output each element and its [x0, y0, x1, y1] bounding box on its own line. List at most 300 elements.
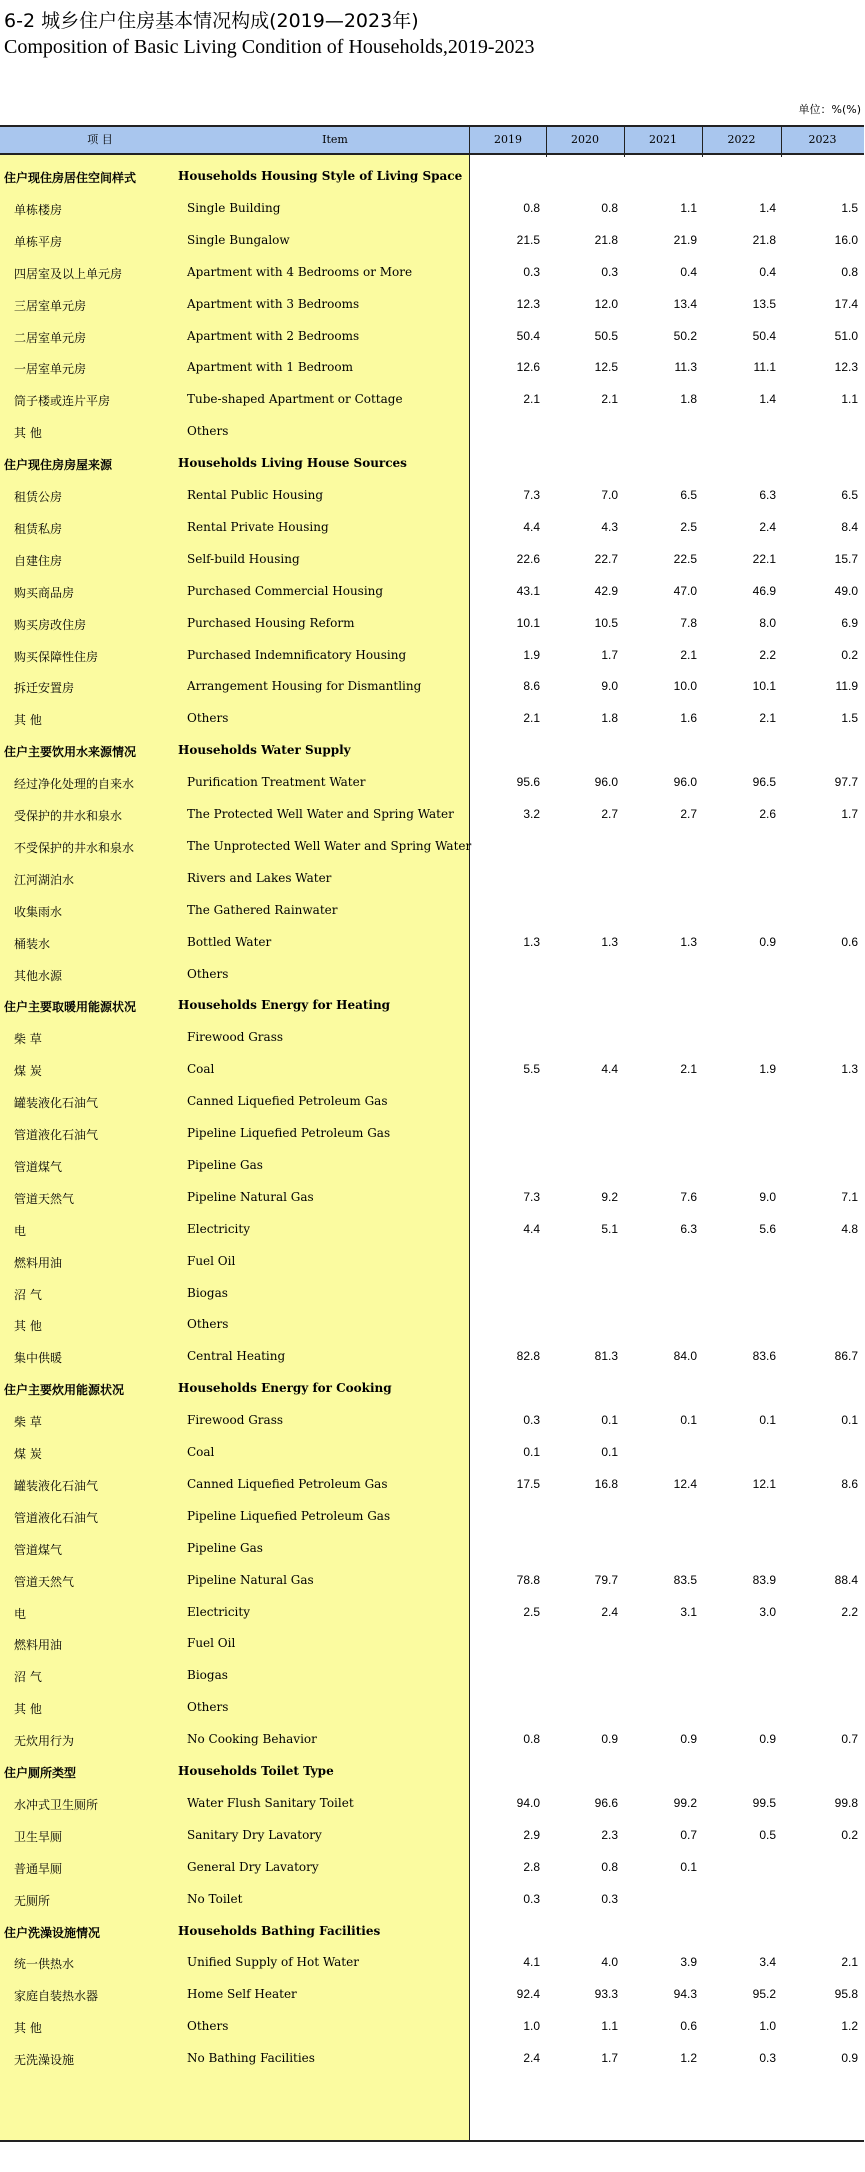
row-label-cn: 收集雨水: [14, 904, 63, 919]
row-label-en: Households Energy for Cooking: [178, 1381, 392, 1396]
row-label-cn: 经过净化处理的自来水: [14, 777, 135, 792]
cell-value: 2.1: [680, 647, 697, 662]
cell-value: 0.3: [523, 1413, 540, 1428]
cell-value: 94.3: [673, 1987, 697, 2002]
cell-value: 2.4: [523, 2051, 540, 2066]
cell-value: 0.1: [680, 1859, 697, 1874]
row-label-cn: 管道煤气: [14, 1159, 63, 1174]
cell-value: 83.6: [752, 1349, 776, 1364]
cell-value: 7.6: [680, 1189, 697, 1204]
page-title-en: Composition of Basic Living Condition of Households,2019-2023: [4, 36, 535, 58]
cell-value: 0.6: [841, 934, 858, 949]
cell-value: 2.1: [601, 392, 618, 407]
row-label-en: The Protected Well Water and Spring Water: [187, 807, 454, 821]
cell-value: 42.9: [594, 583, 618, 598]
row-label-en: Others: [187, 424, 229, 439]
row-label-cn: 卫生旱厕: [14, 1829, 63, 1844]
table-row: [0, 584, 864, 604]
row-label-en: Bottled Water: [187, 934, 272, 949]
row-label-en: Single Bungalow: [187, 232, 290, 247]
cell-value: 0.3: [523, 264, 540, 279]
cell-value: 11.9: [835, 679, 858, 694]
cell-value: 6.3: [759, 488, 776, 502]
cell-value: 50.5: [594, 328, 618, 343]
row-label-en: Canned Liquefied Petroleum Gas: [187, 1094, 388, 1109]
cell-value: 0.8: [523, 1732, 540, 1747]
cell-value: 21.8: [752, 232, 776, 247]
cell-value: 0.9: [601, 1732, 618, 1747]
row-label-cn: 管道天然气: [14, 1191, 75, 1206]
row-label-en: Others: [187, 711, 229, 726]
cell-value: 1.8: [680, 392, 697, 407]
row-label-cn: 单栋平房: [14, 234, 63, 249]
row-label-en: Electricity: [187, 1221, 250, 1236]
cell-value: 99.8: [834, 1795, 858, 1810]
row-label-cn: 管道液化石油气: [14, 1510, 99, 1525]
table-row: [0, 233, 864, 253]
table-row: [0, 1030, 864, 1050]
header-year: 2023: [808, 133, 837, 146]
table-row: [0, 1286, 864, 1306]
cell-value: 0.3: [601, 264, 618, 279]
page-title-cn: 6-2 城乡住户住房基本情况构成(2019—2023年): [4, 10, 419, 32]
cell-value: 0.9: [680, 1732, 697, 1747]
cell-value: 82.8: [516, 1349, 540, 1364]
table-row: [0, 839, 864, 859]
cell-value: 0.4: [759, 264, 776, 279]
cell-value: 0.4: [680, 264, 697, 279]
cell-value: 79.7: [594, 1572, 618, 1587]
row-label-cn: 自建住房: [14, 553, 63, 568]
row-label-cn: 柴 草: [14, 1415, 42, 1430]
cell-value: 2.4: [759, 519, 776, 534]
table-row: [0, 1062, 864, 1082]
table-row: [0, 1860, 864, 1880]
header-divider: [702, 127, 703, 157]
row-label-en: Firewood Grass: [187, 1030, 284, 1045]
row-label-en: Purification Treatment Water: [187, 775, 366, 790]
row-label-en: Purchased Commercial Housing: [187, 583, 384, 598]
row-label-cn: 购买商品房: [14, 585, 75, 600]
row-label-en: General Dry Lavatory: [187, 1859, 319, 1874]
table-row: [0, 424, 864, 444]
cell-value: 2.7: [601, 807, 618, 821]
cell-value: 86.7: [834, 1349, 858, 1364]
table-row: [0, 967, 864, 987]
row-label-cn: 其 他: [14, 1702, 42, 1717]
table-row: [0, 1190, 864, 1210]
section-row: [0, 456, 864, 476]
row-label-cn: 罐装液化石油气: [14, 1478, 99, 1493]
table-row: [0, 1573, 864, 1593]
cell-value: 1.1: [680, 200, 697, 215]
table-row: [0, 1732, 864, 1752]
row-label-en: Firewood Grass: [187, 1413, 284, 1428]
cell-value: 49.0: [834, 583, 858, 598]
row-label-en: No Toilet: [187, 1891, 243, 1906]
row-label-en: Others: [187, 2019, 229, 2034]
cell-value: 1.1: [841, 392, 858, 407]
cell-value: 16.8: [594, 1476, 618, 1491]
row-label-cn: 燃料用油: [14, 1255, 63, 1270]
cell-value: 0.8: [841, 264, 858, 279]
cell-value: 0.9: [841, 2051, 858, 2066]
row-label-en: Apartment with 4 Bedrooms or More: [187, 264, 413, 279]
cell-value: 17.5: [516, 1476, 540, 1491]
cell-value: 2.5: [680, 519, 697, 534]
row-label-cn: 二居室单元房: [14, 330, 87, 345]
row-label-en: Pipeline Liquefied Petroleum Gas: [187, 1508, 391, 1523]
cell-value: 8.4: [841, 519, 858, 534]
cell-value: 4.4: [523, 1221, 540, 1236]
row-label-cn: 沼 气: [14, 1670, 42, 1685]
table-row: [0, 775, 864, 795]
row-label-cn: 其 他: [14, 426, 42, 441]
row-label-en: No Cooking Behavior: [187, 1732, 317, 1747]
row-label-cn: 购买保障性住房: [14, 649, 99, 664]
table-row: [0, 201, 864, 221]
row-label-en: Households Housing Style of Living Space: [178, 169, 463, 183]
row-label-en: Single Building: [187, 200, 281, 215]
cell-value: 1.0: [523, 2019, 540, 2034]
cell-value: 1.0: [759, 2019, 776, 2034]
row-label-en: The Gathered Rainwater: [187, 902, 338, 917]
cell-value: 3.9: [680, 1955, 697, 1970]
row-label-en: Households Energy for Heating: [178, 998, 391, 1013]
table-row: [0, 1445, 864, 1465]
cell-value: 15.7: [834, 551, 858, 566]
cell-value: 1.2: [841, 2019, 858, 2034]
table-row: [0, 1892, 864, 1912]
row-label-cn: 水冲式卫生厕所: [14, 1797, 99, 1812]
table-row: [0, 297, 864, 317]
cell-value: 7.1: [841, 1189, 858, 1204]
row-label-cn: 住户厕所类型: [4, 1766, 77, 1780]
row-label-en: Fuel Oil: [187, 1253, 236, 1268]
row-label-cn: 江河湖泊水: [14, 872, 75, 887]
unit-label: 单位：%(%): [798, 103, 861, 116]
cell-value: 96.6: [594, 1795, 618, 1810]
cell-value: 2.8: [523, 1859, 540, 1874]
row-label-cn: 煤 炭: [14, 1064, 42, 1079]
table-row: [0, 1796, 864, 1816]
cell-value: 51.0: [834, 328, 858, 343]
row-label-en: Households Water Supply: [178, 743, 351, 758]
cell-value: 47.0: [673, 583, 697, 598]
table-row: [0, 520, 864, 540]
row-label-en: Rivers and Lakes Water: [187, 870, 332, 885]
table-row: [0, 1605, 864, 1625]
row-label-cn: 租赁公房: [14, 490, 63, 504]
row-label-cn: 三居室单元房: [14, 298, 87, 313]
cell-value: 50.4: [516, 328, 540, 343]
cell-value: 2.9: [523, 1827, 540, 1842]
row-label-cn: 租赁私房: [14, 521, 63, 536]
row-label-en: Unified Supply of Hot Water: [187, 1955, 359, 1970]
cell-value: 2.1: [523, 711, 540, 726]
header-item-cn: 项 目: [87, 133, 113, 146]
row-label-cn: 燃料用油: [14, 1638, 63, 1653]
cell-value: 97.7: [834, 775, 858, 790]
cell-value: 5.6: [759, 1221, 776, 1236]
table-row: [0, 935, 864, 955]
cell-value: 0.2: [841, 647, 858, 662]
cell-value: 1.7: [841, 807, 858, 821]
table-row: [0, 1987, 864, 2007]
table-header: [0, 125, 864, 155]
cell-value: 0.8: [523, 200, 540, 215]
row-label-en: Pipeline Gas: [187, 1540, 263, 1555]
cell-value: 4.4: [601, 1062, 618, 1077]
row-label-cn: 拆迁安置房: [14, 681, 75, 696]
row-label-en: Pipeline Gas: [187, 1157, 263, 1172]
cell-value: 13.4: [673, 296, 697, 311]
cell-value: 1.3: [841, 1062, 858, 1077]
row-label-cn: 罐装液化石油气: [14, 1096, 99, 1111]
cell-value: 22.6: [516, 551, 540, 566]
table-row: [0, 2019, 864, 2039]
cell-value: 50.2: [673, 328, 697, 343]
cell-value: 84.0: [673, 1349, 697, 1364]
cell-value: 10.5: [594, 615, 618, 630]
table-bottom-rule: [0, 2140, 864, 2142]
row-label-cn: 普通旱厕: [14, 1861, 63, 1876]
row-label-cn: 住户现住房房屋来源: [4, 458, 113, 473]
cell-value: 12.1: [752, 1476, 776, 1491]
row-label-cn: 无洗澡设施: [14, 2053, 75, 2068]
row-label-cn: 电: [14, 1606, 27, 1621]
cell-value: 50.4: [752, 328, 776, 343]
row-label-en: The Unprotected Well Water and Spring Water: [187, 838, 472, 853]
cell-value: 0.1: [841, 1413, 858, 1428]
cell-value: 12.5: [594, 360, 618, 375]
cell-value: 0.3: [523, 1891, 540, 1906]
cell-value: 1.5: [841, 200, 858, 215]
cell-value: 21.9: [673, 232, 697, 247]
table-row: [0, 679, 864, 699]
cell-value: 0.3: [601, 1891, 618, 1906]
cell-value: 0.7: [680, 1827, 697, 1842]
row-label-en: Purchased Housing Reform: [187, 615, 355, 630]
cell-value: 13.5: [752, 296, 776, 311]
cell-value: 2.2: [759, 647, 776, 662]
section-row: [0, 169, 864, 189]
row-label-cn: 煤 炭: [14, 1447, 42, 1461]
section-row: [0, 1764, 864, 1784]
row-label-en: Others: [187, 1700, 229, 1715]
cell-value: 1.1: [601, 2019, 618, 2034]
cell-value: 8.6: [841, 1476, 858, 1491]
cell-value: 12.3: [516, 296, 540, 311]
row-label-en: Biogas: [187, 1668, 228, 1683]
cell-value: 5.1: [601, 1221, 618, 1236]
row-label-en: Rental Private Housing: [187, 519, 329, 534]
cell-value: 0.6: [680, 2019, 697, 2034]
table-row: [0, 265, 864, 285]
row-label-cn: 筒子楼或连片平房: [14, 394, 111, 409]
row-label-cn: 单栋楼房: [14, 202, 63, 217]
header-year: 2021: [649, 133, 677, 146]
data-table: [0, 125, 864, 2142]
table-row: [0, 711, 864, 731]
row-label-cn: 住户主要饮用水来源情况: [4, 745, 137, 760]
row-label-cn: 其 他: [14, 1319, 42, 1334]
row-label-cn: 桶装水: [14, 936, 51, 951]
cell-value: 4.0: [601, 1955, 618, 1970]
row-label-en: Central Heating: [187, 1349, 286, 1364]
row-label-en: Arrangement Housing for Dismantling: [187, 679, 422, 694]
row-label-en: Pipeline Natural Gas: [187, 1572, 314, 1587]
cell-value: 17.4: [834, 296, 858, 311]
row-label-cn: 购买房改住房: [14, 617, 87, 632]
table-row: [0, 1828, 864, 1848]
table-row: [0, 1413, 864, 1433]
row-label-cn: 管道天然气: [14, 1574, 75, 1589]
cell-value: 6.5: [841, 488, 858, 502]
cell-value: 1.2: [680, 2051, 697, 2066]
table-row: [0, 329, 864, 349]
cell-value: 1.7: [601, 2051, 618, 2066]
cell-value: 2.7: [680, 807, 697, 821]
row-label-en: Coal: [187, 1445, 215, 1459]
cell-value: 99.2: [673, 1795, 697, 1810]
row-label-en: Canned Liquefied Petroleum Gas: [187, 1476, 388, 1491]
cell-value: 2.1: [680, 1062, 697, 1077]
table-row: [0, 1636, 864, 1656]
cell-value: 2.2: [841, 1604, 858, 1619]
cell-value: 9.0: [759, 1189, 776, 1204]
row-label-en: Purchased Indemnificatory Housing: [187, 647, 407, 662]
cell-value: 1.6: [680, 711, 697, 726]
row-label-en: Coal: [187, 1062, 215, 1077]
row-label-cn: 集中供暖: [14, 1351, 63, 1366]
table-row: [0, 1254, 864, 1274]
row-label-en: Home Self Heater: [187, 1987, 297, 2002]
cell-value: 6.9: [841, 615, 858, 630]
cell-value: 21.8: [594, 232, 618, 247]
table-row: [0, 1094, 864, 1114]
cell-value: 6.5: [680, 488, 697, 502]
table-row: [0, 1541, 864, 1561]
cell-value: 10.1: [516, 615, 540, 630]
row-label-en: Rental Public Housing: [187, 488, 324, 502]
row-label-cn: 不受保护的井水和泉水: [14, 840, 135, 855]
cell-value: 43.1: [516, 583, 540, 598]
row-label-en: Biogas: [187, 1285, 228, 1300]
cell-value: 96.0: [594, 775, 618, 790]
cell-value: 1.9: [759, 1062, 776, 1077]
row-label-en: Water Flush Sanitary Toilet: [187, 1795, 354, 1810]
cell-value: 2.4: [601, 1604, 618, 1619]
cell-value: 4.1: [523, 1955, 540, 1970]
row-label-cn: 其他水源: [14, 968, 63, 983]
cell-value: 0.9: [759, 1732, 776, 1747]
row-label-cn: 柴 草: [14, 1032, 42, 1047]
section-row: [0, 1381, 864, 1401]
row-label-cn: 受保护的井水和泉水: [14, 809, 123, 823]
table-row: [0, 616, 864, 636]
row-label-en: Pipeline Liquefied Petroleum Gas: [187, 1126, 391, 1140]
cell-value: 3.4: [759, 1955, 776, 1970]
row-label-cn: 沼 气: [14, 1287, 42, 1302]
cell-value: 11.1: [753, 360, 776, 375]
cell-value: 22.1: [752, 551, 776, 566]
cell-value: 1.4: [759, 200, 776, 215]
cell-value: 1.3: [601, 934, 618, 949]
table-row: [0, 1668, 864, 1688]
row-label-cn: 管道煤气: [14, 1542, 63, 1557]
cell-value: 0.1: [601, 1445, 618, 1459]
row-label-cn: 一居室单元房: [14, 362, 87, 377]
cell-value: 12.4: [673, 1476, 697, 1491]
section-row: [0, 998, 864, 1018]
row-label-en: Apartment with 2 Bedrooms: [187, 328, 360, 343]
cell-value: 0.8: [601, 1859, 618, 1874]
row-label-en: Households Toilet Type: [178, 1764, 334, 1778]
cell-value: 9.2: [601, 1189, 618, 1204]
row-label-en: Self-build Housing: [187, 551, 300, 566]
row-label-cn: 电: [14, 1223, 27, 1238]
row-label-en: Tube-shaped Apartment or Cottage: [187, 392, 403, 407]
table-row: [0, 1700, 864, 1720]
cell-value: 0.1: [680, 1413, 697, 1428]
table-row: [0, 552, 864, 572]
row-label-cn: 其 他: [14, 2021, 42, 2036]
cell-value: 1.8: [601, 711, 618, 726]
cell-value: 22.7: [594, 551, 618, 566]
cell-value: 9.0: [601, 679, 618, 694]
table-row: [0, 903, 864, 923]
cell-value: 8.6: [523, 679, 540, 694]
cell-value: 8.0: [759, 615, 776, 630]
cell-value: 94.0: [516, 1795, 540, 1810]
cell-value: 16.0: [834, 232, 858, 247]
row-label-en: Households Bathing Facilities: [178, 1923, 381, 1938]
cell-value: 81.3: [594, 1349, 618, 1364]
table-row: [0, 2051, 864, 2071]
cell-value: 7.0: [601, 488, 618, 502]
cell-value: 1.4: [759, 392, 776, 407]
table-row: [0, 871, 864, 891]
cell-value: 4.8: [841, 1221, 858, 1236]
row-label-en: Others: [187, 1317, 229, 1332]
row-label-en: Fuel Oil: [187, 1636, 236, 1651]
cell-value: 93.3: [594, 1987, 618, 2002]
cell-value: 78.8: [516, 1572, 540, 1587]
table-row: [0, 1955, 864, 1975]
section-row: [0, 743, 864, 763]
cell-value: 0.2: [841, 1827, 858, 1842]
cell-value: 2.6: [759, 807, 776, 821]
cell-value: 7.3: [523, 1189, 540, 1204]
row-label-cn: 住户主要炊用能源状况: [4, 1383, 125, 1398]
table-row: [0, 1349, 864, 1369]
table-row: [0, 1509, 864, 1529]
header-divider: [624, 127, 625, 157]
cell-value: 22.5: [673, 551, 697, 566]
cell-value: 2.1: [759, 711, 776, 726]
cell-value: 1.5: [841, 711, 858, 726]
row-label-cn: 住户主要取暖用能源状况: [4, 1000, 137, 1015]
cell-value: 1.3: [680, 934, 697, 949]
cell-value: 4.3: [601, 519, 618, 534]
row-label-en: Apartment with 3 Bedrooms: [187, 296, 360, 311]
cell-value: 96.0: [673, 775, 697, 790]
cell-value: 7.3: [523, 488, 540, 502]
cell-value: 2.3: [601, 1827, 618, 1842]
row-label-cn: 无厕所: [14, 1893, 51, 1908]
header-year: 2022: [727, 133, 756, 146]
